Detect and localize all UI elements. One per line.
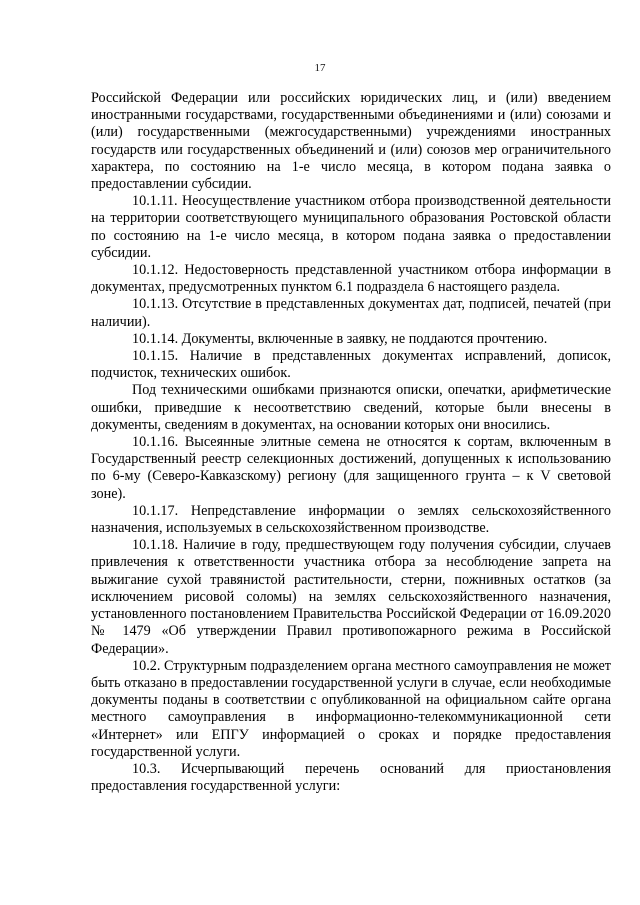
paragraph-10-1-18: 10.1.18. Наличие в году, предшествующем году получения субсидии, случаев привлечения к ответственности участника отбора за несоблюдение запрета на выжигание сухой травянистой растительности, стерни, пожнивных остатков (за исключением рисовой соломы) на землях сельскохозяйственного назначения, установленного постановлением Правительства Российской Федерации от 16.09.2020 № 1479 «Об утверждении Правил противопожарного режима в Российской Федерации». [91,537,611,657]
paragraph-10-2: 10.2. Структурным подразделением органа местного самоуправления не может быть отказано в предоставлении государственной услуги в случае, если необходимые документы поданы в соответствии с опубликованной на официальном сайте органа местного самоуправления в информационно-телекоммуникационной сети «Интернет» или ЕПГУ информацией о сроках и порядке предоставления государственной услуги. [91,657,611,760]
paragraph-10-1-16: 10.1.16. Высеянные элитные семена не относятся к сортам, включенным в Государственный реестр селекционных достижений, допущенных к использованию по 6-му (Северо-Кавказскому) региону (для защищенного грунта – к V световой зоне). [91,434,611,502]
paragraph-10-1-14: 10.1.14. Документы, включенные в заявку, не поддаются прочтению. [132,330,548,347]
document-body [91,90,611,795]
paragraph-10-3: 10.3. Исчерпывающий перечень оснований для приостановления предоставления государственной услуги: [91,760,611,795]
paragraph-10-1-17: 10.1.17. Непредставление информации о землях сельскохозяйственного назначения, используемых в сельскохозяйственном производстве. [91,502,611,537]
paragraph-10-1-15: 10.1.15. Наличие в представленных документах исправлений, дописок, подчисток, технических ошибок. [91,348,611,382]
paragraph-10-1-11: 10.1.11. Неосуществление участником отбора производственной деятельности на территории соответствующего муниципального образования Ростовской области по состоянию на 1-е число месяца, в котором подана заявка о предоставлении субсидии. [91,193,611,261]
paragraph-10-1-12: 10.1.12. Недостоверность представленной участником отбора информации в документах, предусмотренных пунктом 6.1 подраздела 6 настоящего раздела. [91,262,611,296]
paragraph-technical-errors: Под техническими ошибками признаются описки, опечатки, арифметические ошибки, приведшие к несоответствию сведений, которые были внесены в документы, сведениям в документах, на основании которых они вносились. [91,382,611,433]
paragraph-continuation: Российской Федерации или российских юридических лиц, и (или) введением иностранными государствами, государственными объединениями и (или) союзами и (или) государственными (межгосударственными) учреждениями иностранных государств или государственных объединений и (или) союзов мер ограничительного характера, по состоянию на 1-е число месяца, в котором подана заявка о предоставлении субсидии. [91,90,611,193]
paragraph-10-1-13: 10.1.13. Отсутствие в представленных документах дат, подписей, печатей (при наличии). [91,296,611,330]
page-number: 17 [314,62,326,74]
